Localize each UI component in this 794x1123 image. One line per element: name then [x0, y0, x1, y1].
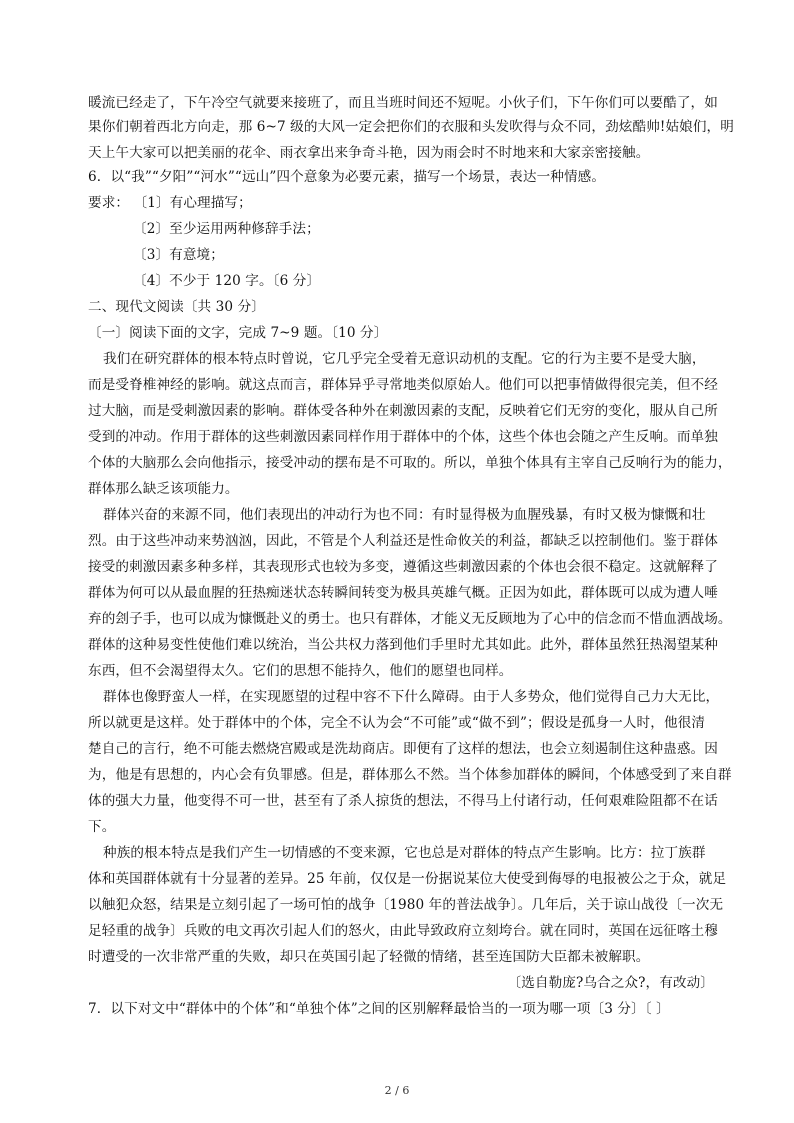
requirement-1: 要求： 〔1〕有心理描写； — [88, 195, 252, 211]
section-heading: 二、现代文阅读〔共 30 分〕 — [88, 299, 265, 315]
text-line: 暖流已经走了，下午冷空气就要来接班了，而且当班时间还不短呢。小伙子们，下午你们可以要酷了，如 — [88, 95, 718, 111]
paragraph-line: 接受的刺激因素多种多样，其表现形式也较为多变，遵循这些刺激因素的个体也会很不稳定。这就解释了 — [88, 559, 718, 575]
paragraph-line: 以触犯众怒，结果是立刻引起了一场可怕的战争〔1980 年的普法战争〕。几年后，关于谅山战役〔一次无 — [88, 897, 724, 913]
paragraph-line: 所以就更是这样。处于群体中的个体，完全不认为会“不可能”或“做不到”；假设是孤身一人时，他很清 — [88, 715, 706, 731]
paragraph-line: 体的强大力量，他变得不可一世，甚至有了杀人掠货的想法，不得马上付诸行动，任何艰难险阻都不在话 — [88, 793, 718, 809]
question-7: 7．以下对文中“群体中的个体”和“单独个体”之间的区别解释最恰当的一项为哪一项〔3 分〕〔 〕 — [88, 1001, 670, 1017]
paragraph-line: 而是受脊椎神经的影响。就这点而言，群体异乎寻常地类似原始人。他们可以把事情做得很完美，但不经 — [88, 377, 718, 393]
paragraph-line: 群体的这种易变性使他们难以统治，当公共权力落到他们手里时尤其如此。此外，群体虽然狂热渴望某种 — [88, 637, 718, 653]
source-citation: 〔选自勒庞?乌合之众?，有改动〕 — [507, 975, 714, 991]
paragraph-line: 烈。由于这些冲动来势汹汹，因此，不管是个人利益还是性命攸关的利益，都缺乏以控制他们。鉴于群体 — [88, 533, 718, 549]
paragraph-line: 我们在研究群体的根本特点时曾说，它几乎完全受着无意识动机的支配。它的行为主要不是受大脑， — [103, 351, 706, 367]
requirement-4: 〔4〕不少于 120 字。〔6 分〕 — [133, 273, 321, 289]
paragraph-line: 群体为何可以从最血腥的狂热痴迷状态转瞬间转变为极具英雄气概。正因为如此，群体既可以成为遭人唾 — [88, 585, 718, 601]
paragraph-line: 受到的冲动。作用于群体的这些刺激因素同样作用于群体中的个体，这些个体也会随之产生反响。而单独 — [88, 429, 718, 445]
paragraph-line: 足轻重的战争〕兵败的电文再次引起人们的怒火，由此导致政府立刻垮台。就在同时，英国在远征喀土穆 — [88, 923, 718, 939]
requirement-2: 〔2〕至少运用两种修辞手法； — [133, 221, 320, 237]
subsection-heading: 〔一〕阅读下面的文字，完成 7~9 题。〔10 分〕 — [88, 325, 388, 341]
paragraph-line: 群体那么缺乏该项能力。 — [88, 481, 239, 497]
paragraph-line: 种族的根本特点是我们产生一切情感的不变来源，它也总是对群体的特点产生影响。比方：拉丁族群 — [103, 845, 706, 861]
paragraph-line: 群体兴奋的来源不同，他们表现出的冲动行为也不同：有时显得极为血腥残暴，有时又极为慷慨和壮 — [103, 507, 706, 523]
paragraph-line: 弃的刽子手，也可以成为慷慨赴义的勇士。也只有群体，才能义无反顾地为了心中的信念而不惜血洒战场。 — [88, 611, 732, 627]
requirement-3: 〔3〕有意境； — [133, 247, 224, 263]
page-number: 2 / 6 — [384, 1084, 410, 1097]
text-line: 果你们朝着西北方向走，那 6~7 级的大风一定会把你们的衣服和头发吹得与众不同，劲炫酷帅!姑娘们，明 — [88, 119, 734, 135]
paragraph-line: 下。 — [88, 819, 116, 835]
paragraph-line: 楚自己的言行，绝不可能去燃烧宫殿或是洗劫商店。即便有了这样的想法，也会立刻遏制住这种蛊惑。因 — [88, 741, 718, 757]
paragraph-line: 个体的大脑那么会向他指示，接受冲动的摆布是不可取的。所以，单独个体具有主宰自己反响行为的能力， — [88, 455, 732, 471]
paragraph-line: 为，他是有思想的，内心会有负罪感。但是，群体那么不然。当个体参加群体的瞬间，个体感受到了来自群 — [88, 767, 732, 783]
paragraph-line: 过大脑，而是受刺激因素的影响。群体受各种外在刺激因素的支配，反映着它们无穷的变化，服从自己所 — [88, 403, 718, 419]
paragraph-line: 群体也像野蛮人一样，在实现愿望的过程中容不下什么障碍。由于人多势众，他们觉得自己力大无比， — [103, 689, 720, 705]
paragraph-line: 时遭受的一次非常严重的失败，却只在英国引起了轻微的情绪，甚至连国防大臣都未被解职。 — [88, 949, 650, 965]
paragraph-line: 东西，但不会渴望得太久。它们的思想不能持久，他们的愿望也同样。 — [88, 663, 513, 679]
text-line: 天上午大家可以把美丽的花伞、雨衣拿出来争奇斗艳，因为雨会时不时地来和大家亲密接触。 — [88, 145, 650, 161]
paragraph-line: 体和英国群体就有十分显著的差异。25 年前，仅仅是一份据说某位大使受到侮辱的电报被公之于众，就足 — [88, 871, 727, 887]
question-6: 6．以“我”“夕阳”“河水”“远山”四个意象为必要元素，描写一个场景，表达一种情感。 — [88, 169, 606, 185]
